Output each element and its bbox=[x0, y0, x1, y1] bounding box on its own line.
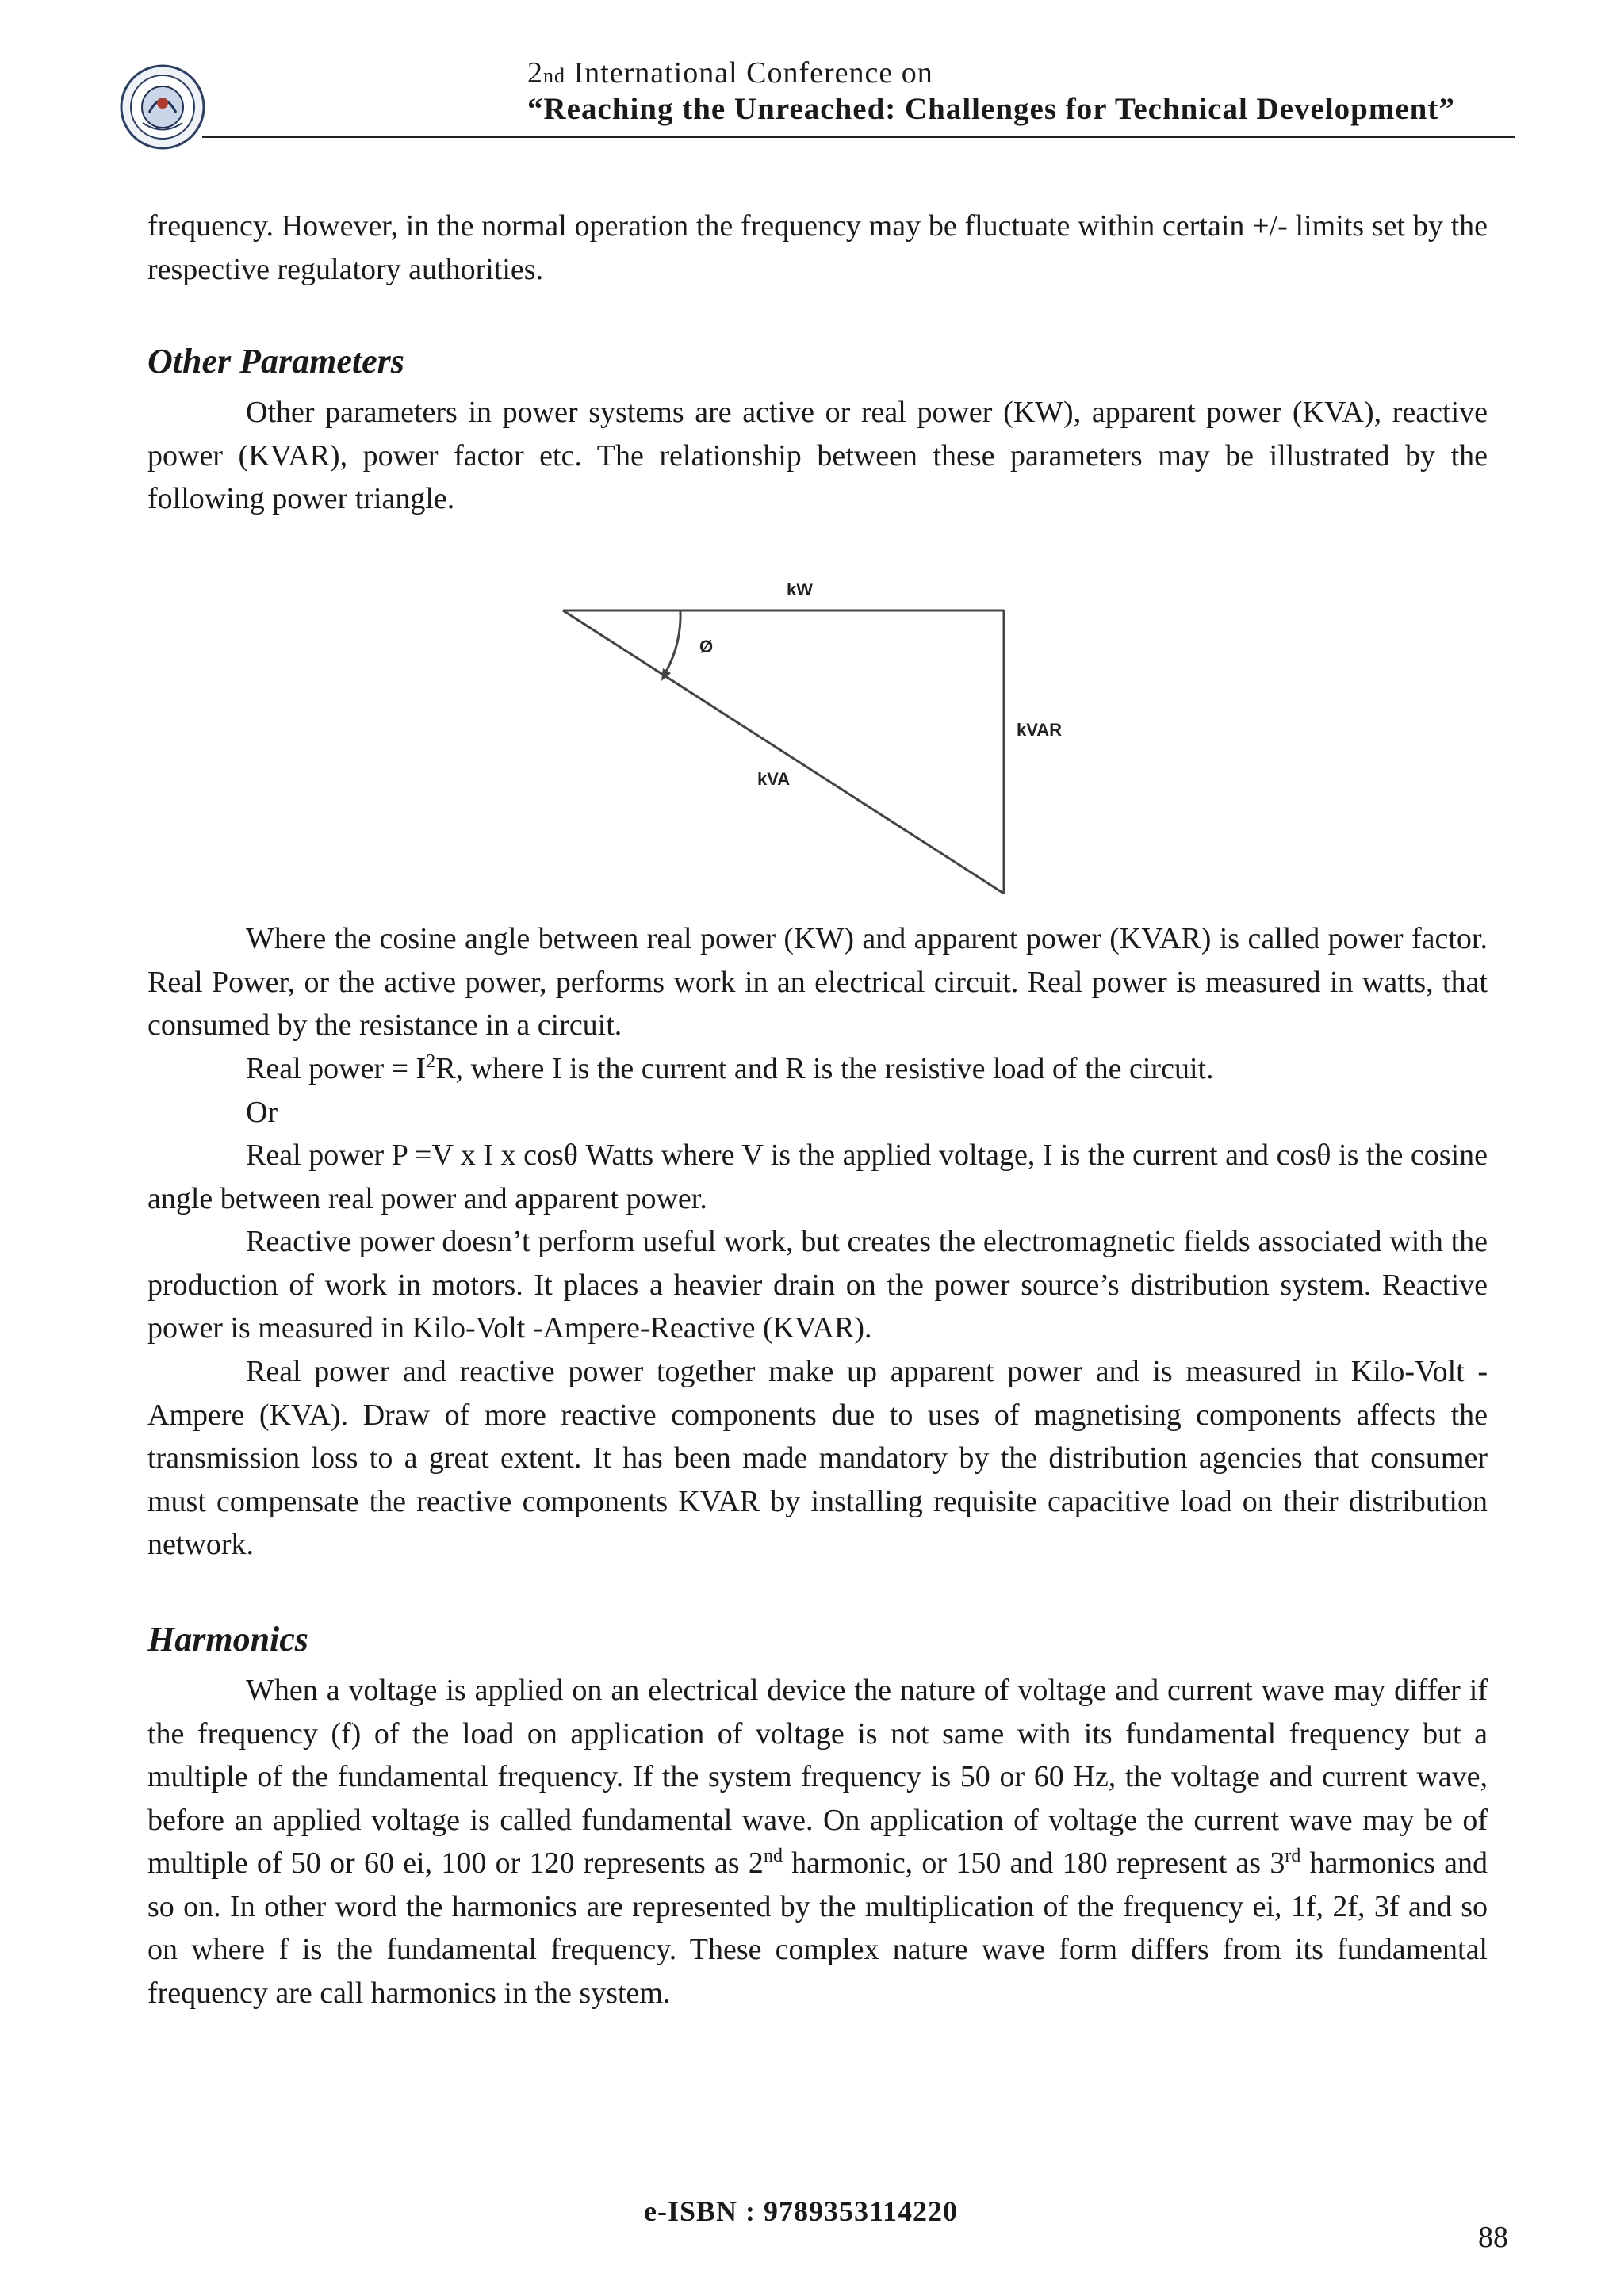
or-text: Or bbox=[246, 1096, 278, 1129]
label-angle: Ø bbox=[699, 637, 714, 656]
page-header bbox=[119, 55, 1515, 139]
conference-logo bbox=[119, 63, 206, 151]
harmonics-paragraph: When a voltage is applied on an electrical device the nature of voltage and current wave may differ if the frequency (f) of the load on application of voltage is not same with its fundamental frequency but a multiple of the fundamental frequency. If the system frequency is 50 or 60 Hz, the voltage and current wave, before an applied voltage is called fundamental wave. On application of voltage the current wave may be of multiple of 50 or 60 ei, 100 or 120 represents as 2nd harmonic, or 150 and 180 represent as 3rd harmonics and so on. In other word the harmonics are represented by the multiplication of the frequency ei, 1f, 2f, 3f and so on where f is the fundamental frequency. These complex nature wave form differs from its fundamental frequency are call harmonics in the system. bbox=[147, 1674, 1488, 2010]
label-kvar: kVAR bbox=[1017, 720, 1063, 740]
real-power-cos-formula: Real power P =V x I x cosθ Watts where V is the applied voltage, I is the current and cosθ is the cosine angle between real power and apparent power. bbox=[147, 1138, 1488, 1215]
section-heading-harmonics: Harmonics bbox=[147, 1620, 308, 1659]
section-heading-other-parameters: Other Parameters bbox=[147, 342, 404, 381]
power-factor-paragraph: Where the cosine angle between real power (KW) and apparent power (KVAR) is called power factor. Real Power, or the active power, performs work in an electrical circuit. Real power is measured in watts, that consumed by the resistance in a circuit. bbox=[147, 922, 1488, 1042]
other-parameters-paragraph: Other parameters in power systems are active or real power (KW), apparent power (KVA), reactive power (KVAR), power factor etc. The relationship between these parameters may be illustrated by the following power triangle. bbox=[147, 396, 1488, 515]
page-number: 88 bbox=[1478, 2221, 1508, 2254]
intro-paragraph: frequency. However, in the normal operation the frequency may be fluctuate within certain +/- limits set by the respective regulatory authorities. bbox=[147, 209, 1488, 286]
label-kva: kVA bbox=[757, 769, 791, 789]
conference-title: 2nd International Conference on bbox=[527, 56, 933, 90]
isbn-footer: e-ISBN : 9789353114220 bbox=[644, 2195, 959, 2227]
conference-theme: “Reaching the Unreached: Challenges for Technical Development” bbox=[527, 92, 1455, 126]
apparent-power-paragraph: Real power and reactive power together make up apparent power and is measured in Kilo-Volt - Ampere (KVA). Draw of more reactive components due to uses of magnetising components affects the transmission loss to a great extent. It has been made mandatory by the distribution agencies that consumer must compensate the reactive components KVAR by installing requisite capacitive load on their distribution network. bbox=[147, 1355, 1488, 1561]
real-power-formula: Real power = $I^2R$, where I is the current and R is the resistive load of the circuit. bbox=[246, 1051, 1214, 1085]
angle-arc bbox=[666, 610, 680, 672]
header-divider bbox=[202, 136, 1515, 138]
label-kw: kW bbox=[787, 580, 813, 599]
kva-hypotenuse bbox=[563, 610, 1004, 894]
reactive-power-paragraph: Reactive power doesn’t perform useful work, but creates the electromagnetic fields associated with the production of work in motors. It places a heavier drain on the power source’s distribution system. Reactive power is measured in Kilo-Volt -Ampere-Reactive (KVAR). bbox=[147, 1225, 1488, 1345]
power-triangle-diagram bbox=[555, 567, 1078, 900]
